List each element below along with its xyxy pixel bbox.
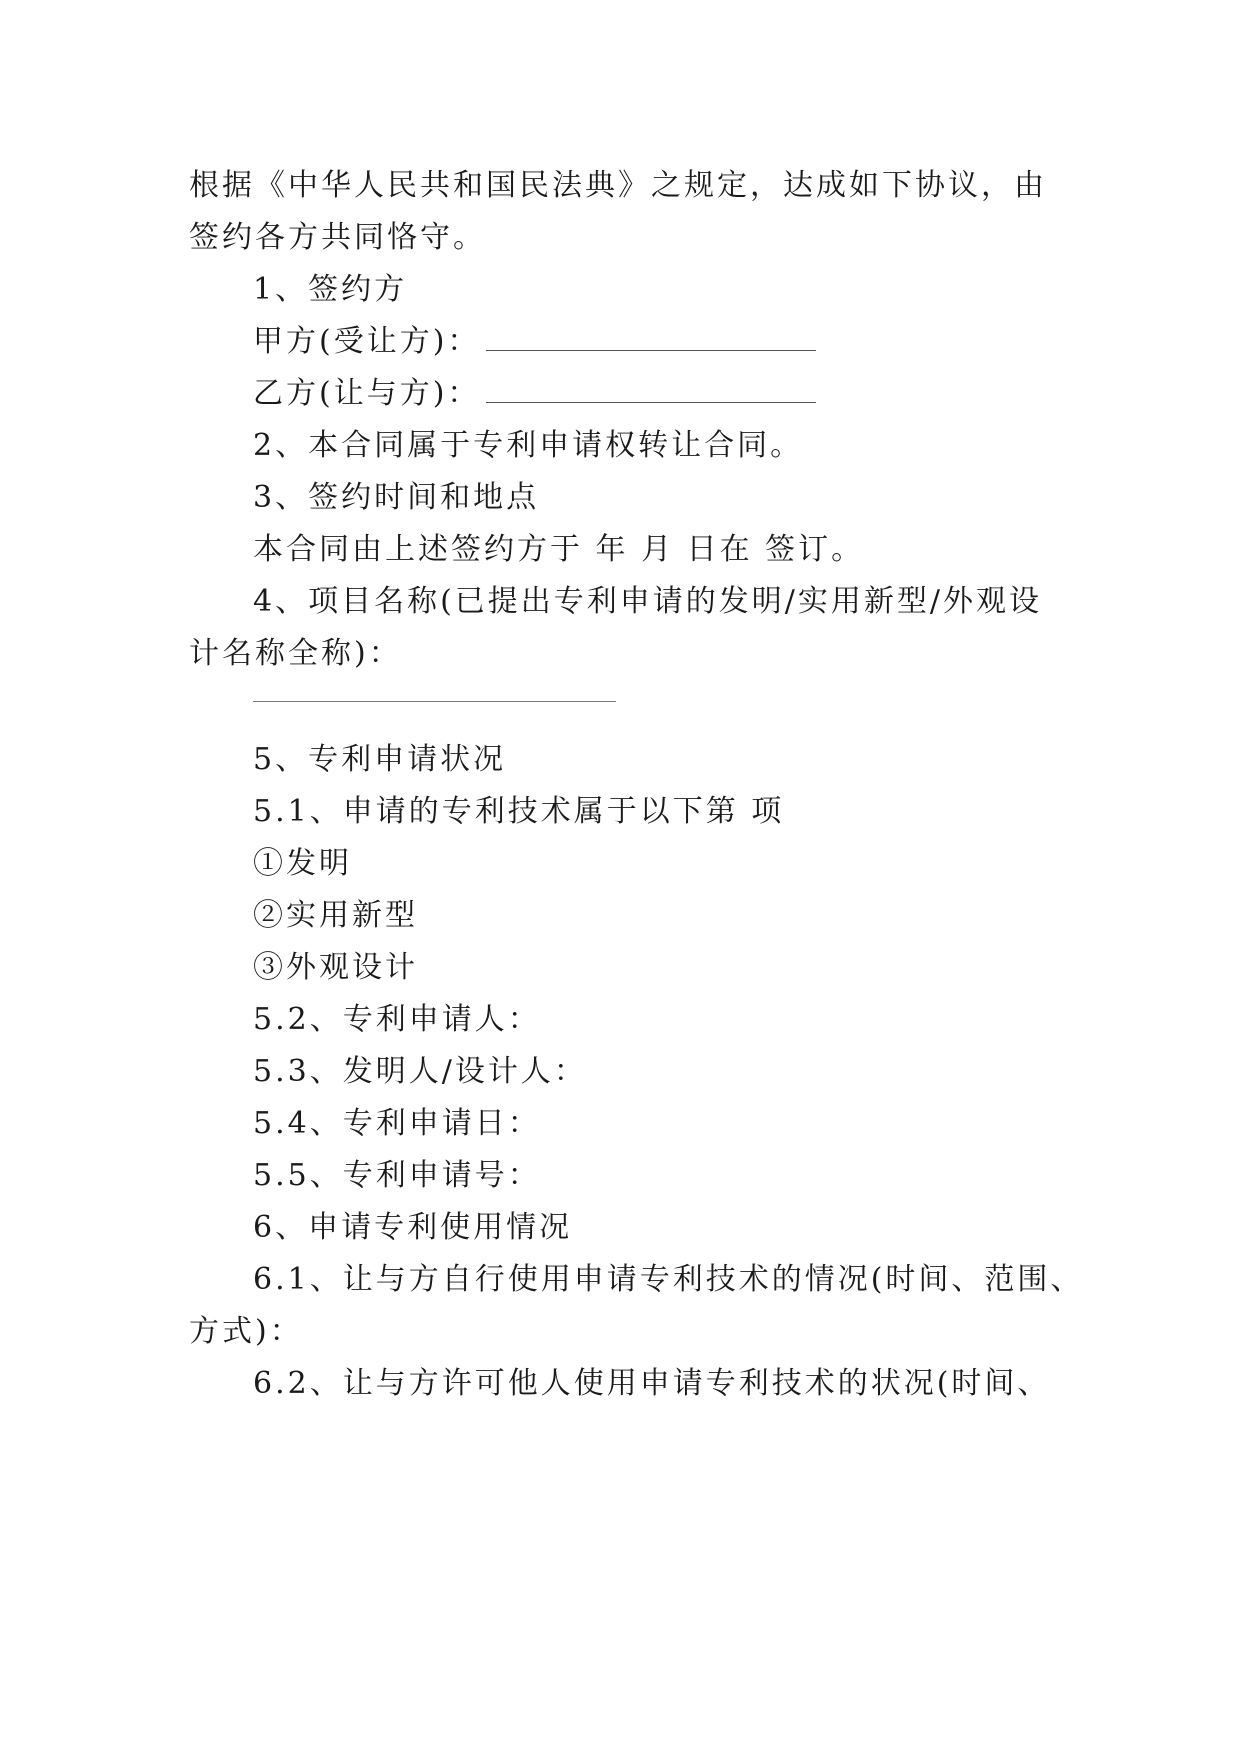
party-a-label: 甲方(受让方)： — [253, 324, 481, 359]
section-6-1-line-2: 方式)： — [189, 1314, 303, 1349]
section-3-heading: 3、签约时间和地点 — [253, 480, 540, 515]
section-5-3: 5.3、发明人/设计人： — [253, 1054, 587, 1089]
section-1-heading: 1、签约方 — [253, 272, 408, 307]
section-5-heading: 5、专利申请状况 — [253, 742, 507, 777]
option-invention: ①发明 — [253, 846, 352, 881]
option-design: ③外观设计 — [253, 950, 418, 985]
section-5-1: 5.1、申请的专利技术属于以下第 项 — [253, 794, 785, 829]
party-b-blank — [486, 380, 816, 403]
party-a-blank — [486, 328, 816, 351]
section-3-body: 本合同由上述签约方于 年 月 日在 签订。 — [253, 532, 865, 567]
party-b-label: 乙方(让与方)： — [253, 376, 481, 411]
paragraph-intro-line-1: 根据《中华人民共和国民法典》之规定，达成如下协议，由 — [189, 168, 1047, 203]
section-5-4: 5.4、专利申请日： — [253, 1106, 541, 1141]
party-a-row — [253, 322, 816, 362]
section-4-line-1: 4、项目名称(已提出专利申请的发明/实用新型/外观设 — [253, 584, 1043, 619]
party-b-row — [253, 374, 816, 414]
section-4-line-2: 计名称全称)： — [189, 636, 402, 671]
section-5-2: 5.2、专利申请人： — [253, 1002, 541, 1037]
project-name-blank — [253, 701, 616, 702]
section-2: 2、本合同属于专利申请权转让合同。 — [253, 428, 804, 463]
option-utility-model: ②实用新型 — [253, 898, 418, 933]
section-6-1-line-1: 6.1、让与方自行使用申请专利技术的情况(时间、范围、 — [253, 1262, 1084, 1297]
paragraph-intro-line-2: 签约各方共同恪守。 — [189, 220, 486, 255]
section-6-heading: 6、申请专利使用情况 — [253, 1210, 573, 1245]
section-5-5: 5.5、专利申请号： — [253, 1158, 541, 1193]
section-6-2-line-1: 6.2、让与方许可他人使用申请专利技术的状况(时间、 — [253, 1366, 1051, 1401]
